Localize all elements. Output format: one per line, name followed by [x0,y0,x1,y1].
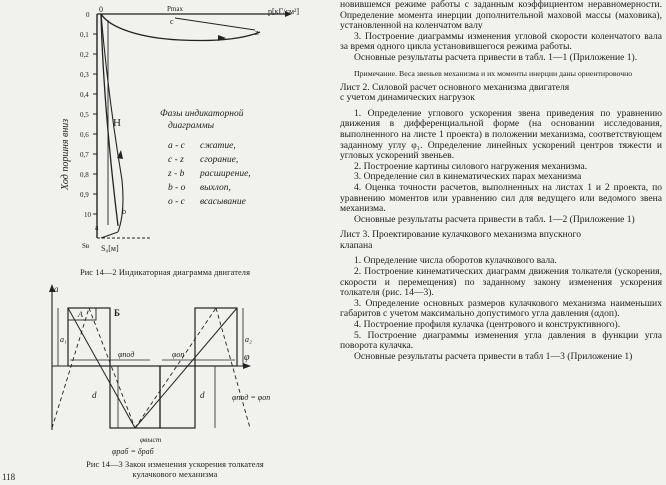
point-b: b [122,207,126,216]
legend-value: расширение, [200,169,251,179]
note: Примечание. Веса звеньев механизма и их моменты инерции даны ориентировочно [354,68,633,78]
phase-legend [160,108,251,207]
tick-label: 0,4 [80,91,89,99]
tick-label: 0,3 [80,71,89,79]
pmax-label: Pmax [167,5,183,13]
legend-value: всасывание [200,197,246,207]
a-axis-label: a [54,284,59,294]
page-number: 118 [2,472,16,482]
sheet2-heading [340,83,662,104]
label-A: A [78,310,83,319]
tick-label: 0,8 [80,171,89,179]
point-c: c [170,17,174,26]
list-item: 3. Определение сил в кинематических парах механизма [354,171,582,183]
legend-value: выхлоп, [200,183,231,193]
point-a: a [95,223,99,232]
tick-label: 0 [86,11,90,19]
figure-14-3-caption [45,460,305,480]
point-z: z [255,28,259,37]
tick-label: 0,7 [80,151,89,159]
heading-line: Лист 3. Проектирование кулачкового механизма впускного [340,229,582,241]
sb-label: Sв [82,242,90,250]
s0-label: S₀[м] [101,244,119,253]
legend-key: c - z [168,155,184,165]
list-item: Основные результаты расчета привести в табл. 1—2 (Приложение 1) [354,213,635,225]
legend-key: z - b [168,169,185,179]
label-phi-vyst: φвыст [140,435,162,444]
label-phi-op: φоп [172,350,185,359]
label-d-right: d [200,390,205,400]
pressure-axis-label: р[кГ/см²] [268,7,300,16]
paragraph: новившемся режиме работы с заданным коэффициентом неравномерности. Определение момента инерции дополнительной маховой массы (маховика), установленной на коленчатом валу [340,0,662,32]
legend-value: сгорание, [200,155,239,165]
list-item: 1. Определение углового ускорения звена приведения по уравнению движения в дифференциальной форме (на основании исследования, выполненного на листе 1 проекта) в положении механизма, соответствующем заданному углу φ₁. Определение линейных ускорений центров тяжести и угловых ускорений звеньев. [340,107,662,162]
acceleration-law-diagram [0,280,330,458]
list-item: 4. Оценка точности расчетов, выполненных на листах 1 и 2 проекта, по уравнению моментов или уравнению сил для ведущего или ведомого звена механизма. [340,181,662,215]
list-item: 3. Определение основных размеров кулачкового механизма наименьших габаритов с учетом максимально допустимого угла давления (αдоп). [340,297,662,320]
label-bottom-eq: φраб = δраб [112,447,154,456]
heading-line: клапана [340,239,373,251]
right-column-text [340,0,662,362]
label-a1: a₁ [60,335,67,344]
list-item: Основные результаты расчета привести в табл 1—3 (Приложение 1) [354,350,633,362]
point-o: 0 [99,5,103,14]
label-B: Б [114,308,120,318]
tick-label: 0,9 [80,191,89,199]
legend-key: o - c [168,197,185,207]
list-item: 1. Определение числа оборотов кулачкового вала. [354,255,557,267]
tick-label: 10 [84,211,91,219]
legend-key: b - o [168,183,186,193]
stroke-axis-label: Ход поршня вниз [60,118,71,190]
tick-label: 0,6 [80,131,89,139]
label-phi-pod: φпод [118,350,135,359]
indicator-diagram [0,0,330,268]
heading-line: Лист 2. Силовой расчет основного механизма двигателя [340,81,570,93]
tick-label: 0,1 [80,31,89,39]
tick-label: 0,5 [80,111,89,119]
paragraph: Основные результаты расчета привести в табл. 1—1 (Приложение 1). [354,51,638,63]
paragraph: 3. Построение диаграммы изменения угловой скорости коленчатого вала за время одного цикла установившегося режима работы. [340,30,662,53]
list-item: 2. Построение картины силового нагружения механизма. [354,160,588,172]
legend-value: сжатие, [200,141,236,151]
h-label: Н [113,117,121,129]
label-d-left: d [92,390,97,400]
list-item: 5. Построение диаграммы изменения угла давления в функции угла поворота кулачка. [340,329,662,352]
caption-line: кулачкового механизма [132,470,218,479]
axis-ticks [80,11,92,219]
list-item: 4. Построение профиля кулачка (центрового и конструктивного). [354,319,621,331]
figure-14-2-caption: Рис 14—2 Индикаторная диаграмма двигателя [79,268,251,277]
label-a2: a₂ [245,335,252,344]
heading-line: с учетом динамических нагрузок [340,92,475,104]
sheet3-heading [340,230,662,251]
tick-label: 0,2 [80,51,89,59]
legend-title: Фазы индикаторной [160,109,244,119]
caption-line: Рис 14—3 Закон изменения ускорения толкателя [86,460,264,469]
legend-key: a - c [168,141,185,151]
list-item: 2. Построение кинематических диаграмм движения толкателя (ускорения, скорости и перемещения) по заданному закону изменения ускорения толкателя (рис. 14—3). [340,266,662,299]
label-right-eq: φпод = φоп [232,393,271,402]
phi-axis-label: φ [244,352,250,363]
legend-title: диаграммы [168,121,215,131]
